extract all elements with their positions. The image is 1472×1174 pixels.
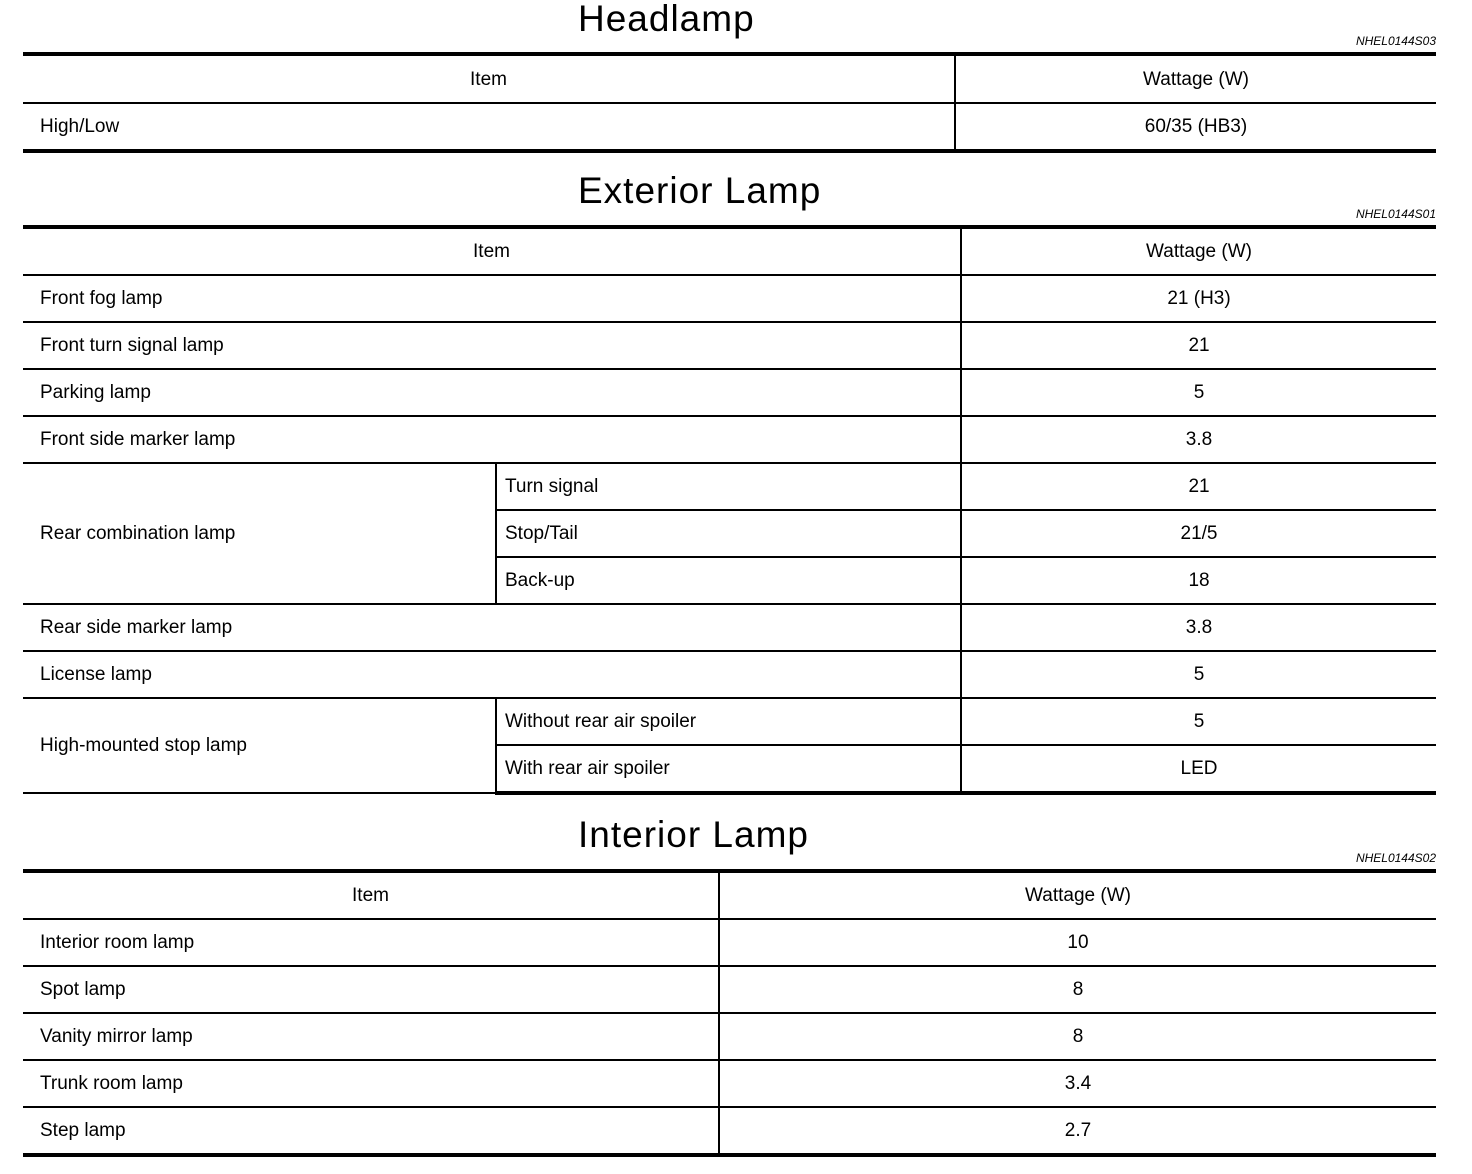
table-row — [23, 275, 1436, 322]
exterior-title: Exterior Lamp — [578, 170, 822, 211]
row-item: Rear side marker lamp — [23, 604, 961, 651]
row-wattage: 5 — [961, 369, 1436, 416]
interior-code: NHEL0144S02 — [1355, 851, 1436, 865]
table-row — [23, 1013, 1436, 1060]
table-row — [23, 103, 1436, 151]
row-item: Front side marker lamp — [23, 416, 961, 463]
row-wattage: 21 — [961, 322, 1436, 369]
row-sub-item: Stop/Tail — [496, 510, 961, 557]
table-row — [23, 604, 1436, 651]
row-wattage: 2.7 — [719, 1107, 1436, 1155]
row-wattage: 21 — [961, 463, 1436, 510]
exterior-section — [23, 170, 1436, 800]
table-header-row — [23, 871, 1436, 919]
table-row — [23, 416, 1436, 463]
header-item: Item — [23, 871, 719, 919]
row-item: Interior room lamp — [23, 919, 719, 966]
headlamp-table — [23, 52, 1436, 153]
row-wattage: 5 — [961, 651, 1436, 698]
row-wattage: 10 — [719, 919, 1436, 966]
row-sub-item: Turn signal — [496, 463, 961, 510]
row-item: Vanity mirror lamp — [23, 1013, 719, 1060]
row-item: Parking lamp — [23, 369, 961, 416]
row-item: Front turn signal lamp — [23, 322, 961, 369]
row-group-item: Rear combination lamp — [23, 463, 496, 604]
row-item: Spot lamp — [23, 966, 719, 1013]
exterior-table — [23, 225, 1436, 795]
row-item: Front fog lamp — [23, 275, 961, 322]
row-wattage: 3.8 — [961, 604, 1436, 651]
header-item: Item — [23, 54, 955, 103]
interior-table — [23, 869, 1436, 1157]
header-item: Item — [23, 227, 961, 275]
row-wattage: 21 (H3) — [961, 275, 1436, 322]
row-wattage: 3.8 — [961, 416, 1436, 463]
row-wattage: 18 — [961, 557, 1436, 604]
row-sub-item: Back-up — [496, 557, 961, 604]
headlamp-section — [23, 0, 1436, 156]
table-row — [23, 698, 1436, 745]
row-group-item: High-mounted stop lamp — [23, 698, 496, 793]
table-row — [23, 369, 1436, 416]
table-row — [23, 322, 1436, 369]
exterior-code: NHEL0144S01 — [1355, 207, 1436, 221]
table-row — [23, 966, 1436, 1013]
interior-title: Interior Lamp — [578, 814, 809, 855]
row-wattage: 8 — [719, 1013, 1436, 1060]
row-sub-item: With rear air spoiler — [496, 745, 961, 793]
table-header-row — [23, 54, 1436, 103]
table-row — [23, 919, 1436, 966]
row-item: High/Low — [23, 103, 955, 151]
header-wattage: Wattage (W) — [719, 871, 1436, 919]
row-sub-item: Without rear air spoiler — [496, 698, 961, 745]
row-wattage: 3.4 — [719, 1060, 1436, 1107]
table-row — [23, 651, 1436, 698]
row-wattage: 8 — [719, 966, 1436, 1013]
row-item: License lamp — [23, 651, 961, 698]
headlamp-code: NHEL0144S03 — [1355, 34, 1436, 48]
row-item: Step lamp — [23, 1107, 719, 1155]
row-wattage: 60/35 (HB3) — [955, 103, 1436, 151]
table-row — [23, 1060, 1436, 1107]
row-wattage: 5 — [961, 698, 1436, 745]
header-wattage: Wattage (W) — [955, 54, 1436, 103]
interior-section — [23, 814, 1436, 1166]
header-wattage: Wattage (W) — [961, 227, 1436, 275]
row-wattage: LED — [961, 745, 1436, 793]
table-row — [23, 463, 1436, 510]
table-header-row — [23, 227, 1436, 275]
row-item: Trunk room lamp — [23, 1060, 719, 1107]
headlamp-title: Headlamp — [578, 0, 755, 39]
table-row — [23, 1107, 1436, 1155]
row-wattage: 21/5 — [961, 510, 1436, 557]
